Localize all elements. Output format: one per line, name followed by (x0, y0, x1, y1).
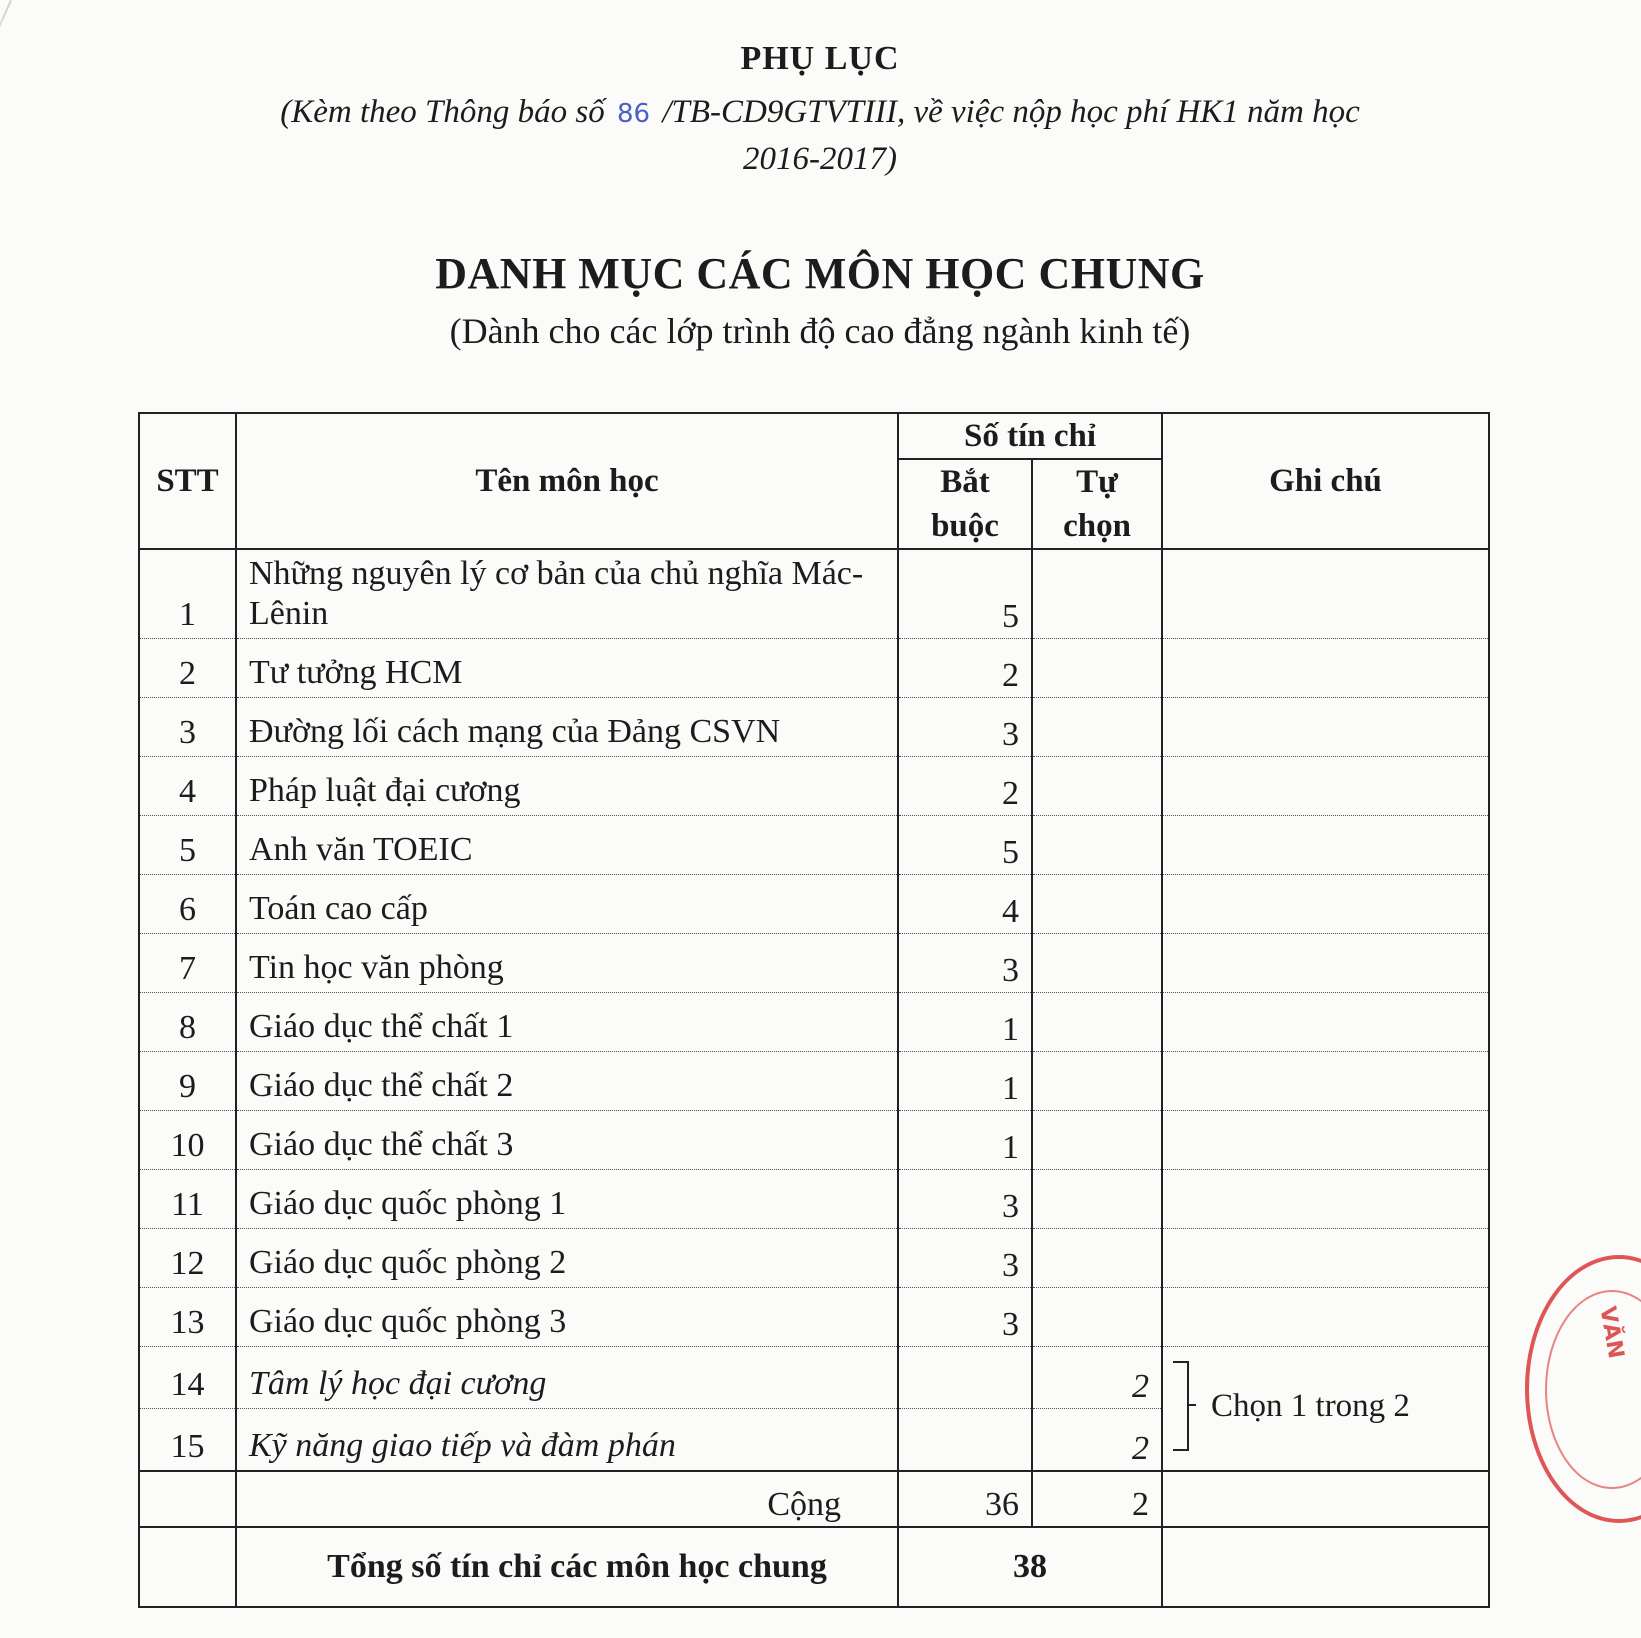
total-credits-value: 38 (898, 1527, 1162, 1607)
total-row (139, 1527, 1489, 1607)
row-note (1162, 1111, 1489, 1170)
row-note (1162, 934, 1489, 993)
row-stt: 13 (139, 1288, 236, 1347)
row-elective-credits (1032, 934, 1162, 993)
row-elective-credits (1032, 875, 1162, 934)
row-course-name: Giáo dục thể chất 1 (236, 993, 898, 1052)
attachment-note-suffix: /TB-CD9GTVTIII, về việc nộp học phí HK1 năm học (654, 94, 1360, 130)
row-course-name: Giáo dục thể chất 3 (236, 1111, 898, 1170)
red-seal-text: VĂN (1594, 1304, 1629, 1361)
row-elective-credits (1032, 993, 1162, 1052)
row-course-name: Những nguyên lý cơ bản của chủ nghĩa Mác-Lênin (236, 549, 898, 639)
table-row (139, 698, 1489, 757)
total-row-note (1162, 1527, 1489, 1607)
row-course-name: Đường lối cách mạng của Đảng CSVN (236, 698, 898, 757)
column-header-elective-line2: chọn (1063, 508, 1131, 544)
row-stt: 9 (139, 1052, 236, 1111)
right-brace-icon (1173, 1361, 1189, 1451)
row-elective-credits (1032, 1111, 1162, 1170)
table-row (139, 757, 1489, 816)
table-row (139, 816, 1489, 875)
column-header-course-name: Tên môn học (236, 413, 898, 549)
row-required-credits: 1 (898, 1111, 1032, 1170)
column-header-credits: Số tín chỉ (898, 413, 1162, 459)
row-course-name: Tâm lý học đại cương (236, 1347, 898, 1409)
column-header-required-line2: buộc (931, 508, 999, 544)
table-row (139, 1229, 1489, 1288)
row-stt: 5 (139, 816, 236, 875)
sum-row-stt (139, 1471, 236, 1527)
column-header-note: Ghi chú (1162, 413, 1489, 549)
table-row (139, 1170, 1489, 1229)
appendix-title: PHỤ LỤC (740, 40, 900, 77)
row-required-credits: 3 (898, 1229, 1032, 1288)
row-stt: 15 (139, 1409, 236, 1472)
row-stt: 4 (139, 757, 236, 816)
row-elective-credits (1032, 639, 1162, 698)
row-stt: 6 (139, 875, 236, 934)
row-required-credits: 2 (898, 757, 1032, 816)
row-note (1162, 549, 1489, 639)
row-course-name: Tin học văn phòng (236, 934, 898, 993)
row-course-name: Giáo dục thể chất 2 (236, 1052, 898, 1111)
table-row (139, 549, 1489, 639)
row-elective-credits (1032, 549, 1162, 639)
attachment-note-year: 2016-2017) (743, 141, 897, 177)
table-row (139, 1111, 1489, 1170)
row-note (1162, 816, 1489, 875)
row-elective-credits: 2 (1032, 1409, 1162, 1472)
row-stt: 11 (139, 1170, 236, 1229)
row-course-name: Anh văn TOEIC (236, 816, 898, 875)
row-course-name: Pháp luật đại cương (236, 757, 898, 816)
row-elective-credits: 2 (1032, 1347, 1162, 1409)
table-row (139, 639, 1489, 698)
row-course-name: Tư tưởng HCM (236, 639, 898, 698)
row-elective-credits (1032, 816, 1162, 875)
row-required-credits: 4 (898, 875, 1032, 934)
row-required-credits: 3 (898, 698, 1032, 757)
row-note (1162, 757, 1489, 816)
table-header-row (139, 413, 1489, 459)
row-required-credits: 2 (898, 639, 1032, 698)
table-row (139, 1052, 1489, 1111)
row-elective-credits (1032, 757, 1162, 816)
row-note (1162, 1170, 1489, 1229)
table-row (139, 1347, 1489, 1409)
row-note (1162, 698, 1489, 757)
row-required-credits: 3 (898, 934, 1032, 993)
row-elective-credits (1032, 1229, 1162, 1288)
row-stt: 8 (139, 993, 236, 1052)
row-course-name: Toán cao cấp (236, 875, 898, 934)
row-note-elective-group (1162, 1347, 1489, 1472)
row-required-credits: 5 (898, 816, 1032, 875)
sum-required-credits: 36 (898, 1471, 1032, 1527)
column-header-required-line1: Bắt (940, 464, 990, 500)
row-elective-credits (1032, 1170, 1162, 1229)
column-header-required (898, 459, 1032, 549)
row-course-name: Giáo dục quốc phòng 1 (236, 1170, 898, 1229)
sum-row (139, 1471, 1489, 1527)
attachment-note-prefix: (Kèm theo Thông báo số (280, 94, 613, 130)
row-required-credits: 3 (898, 1170, 1032, 1229)
row-note (1162, 993, 1489, 1052)
row-required-credits: 1 (898, 1052, 1032, 1111)
row-elective-credits (1032, 1288, 1162, 1347)
row-stt: 3 (139, 698, 236, 757)
elective-choice-text: Chọn 1 trong 2 (1211, 1387, 1410, 1424)
sum-label: Cộng (236, 1471, 898, 1527)
column-header-stt: STT (139, 413, 236, 549)
sum-row-note (1162, 1471, 1489, 1527)
row-required-credits (898, 1347, 1032, 1409)
header-block (140, 40, 1500, 182)
row-note (1162, 1052, 1489, 1111)
course-table (138, 412, 1490, 1608)
column-header-elective-line1: Tự (1076, 464, 1118, 500)
document-title: DANH MỤC CÁC MÔN HỌC CHUNG (435, 249, 1205, 298)
table-row (139, 1288, 1489, 1347)
row-course-name: Kỹ năng giao tiếp và đàm phán (236, 1409, 898, 1472)
column-header-elective (1032, 459, 1162, 549)
row-stt: 1 (139, 549, 236, 639)
row-stt: 14 (139, 1347, 236, 1409)
row-note (1162, 1288, 1489, 1347)
total-row-stt (139, 1527, 236, 1607)
table-row (139, 934, 1489, 993)
row-required-credits: 3 (898, 1288, 1032, 1347)
row-course-name: Giáo dục quốc phòng 2 (236, 1229, 898, 1288)
row-course-name: Giáo dục quốc phòng 3 (236, 1288, 898, 1347)
sum-elective-credits: 2 (1032, 1471, 1162, 1527)
document-subtitle: (Dành cho các lớp trình độ cao đẳng ngành kinh tế) (449, 311, 1191, 351)
attachment-note (140, 90, 1500, 182)
row-stt: 10 (139, 1111, 236, 1170)
row-required-credits (898, 1409, 1032, 1472)
row-stt: 2 (139, 639, 236, 698)
row-stt: 7 (139, 934, 236, 993)
scan-edge-mark (0, 0, 12, 92)
row-note (1162, 875, 1489, 934)
row-stt: 12 (139, 1229, 236, 1288)
row-required-credits: 1 (898, 993, 1032, 1052)
row-elective-credits (1032, 698, 1162, 757)
total-label: Tổng số tín chỉ các môn học chung (236, 1527, 898, 1607)
table-row (139, 875, 1489, 934)
row-required-credits: 5 (898, 549, 1032, 639)
row-note (1162, 639, 1489, 698)
table-row (139, 993, 1489, 1052)
handwritten-notice-number: 86 (616, 99, 651, 129)
row-elective-credits (1032, 1052, 1162, 1111)
row-note (1162, 1229, 1489, 1288)
elective-choice-note (1173, 1363, 1433, 1449)
